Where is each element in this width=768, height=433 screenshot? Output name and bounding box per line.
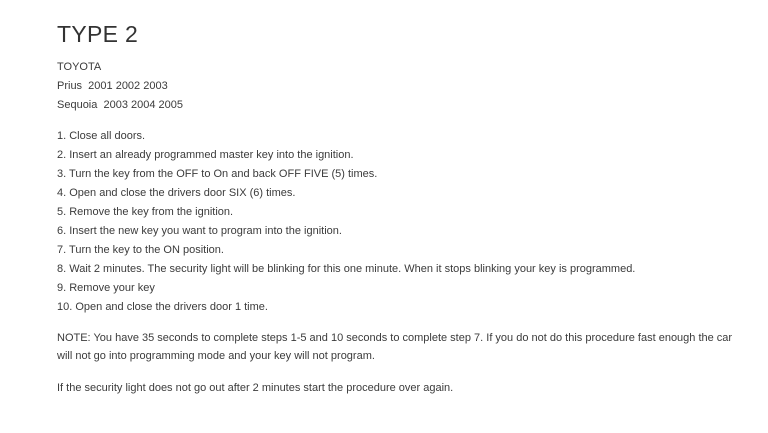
step-item: 4. Open and close the drivers door SIX (6) times. bbox=[57, 187, 296, 199]
step-item: 1. Close all doors. bbox=[57, 130, 146, 142]
make-label: TOYOTA bbox=[57, 61, 102, 73]
step-item: 5. Remove the key from the ignition. bbox=[57, 206, 234, 218]
model-line-prius: Prius 2001 2002 2003 bbox=[57, 80, 168, 92]
step-item: 10. Open and close the drivers door 1 time. bbox=[57, 301, 268, 313]
procedure-steps bbox=[57, 127, 747, 317]
document-content bbox=[57, 18, 747, 397]
step-item: 3. Turn the key from the OFF to On and back OFF FIVE (5) times. bbox=[57, 168, 378, 180]
page-title: TYPE 2 bbox=[57, 21, 139, 47]
model-line-sequoia: Sequoia 2003 2004 2005 bbox=[57, 99, 184, 111]
step-item: 7. Turn the key to the ON position. bbox=[57, 244, 224, 256]
vehicle-list bbox=[57, 58, 747, 115]
step-item: 2. Insert an already programmed master key into the ignition. bbox=[57, 149, 354, 161]
step-item: 6. Insert the new key you want to program into the ignition. bbox=[57, 225, 342, 237]
step-item: 8. Wait 2 minutes. The security light will be blinking for this one minute. When it stops blinking your key is programmed. bbox=[57, 263, 636, 275]
timing-note: NOTE: You have 35 seconds to complete steps 1-5 and 10 seconds to complete step 7. If you do not do this procedure fast enough the car will not go into programming mode and your key will not program. bbox=[57, 332, 733, 362]
step-item: 9. Remove your key bbox=[57, 282, 155, 294]
restart-note: If the security light does not go out after 2 minutes start the procedure over again. bbox=[57, 382, 454, 394]
